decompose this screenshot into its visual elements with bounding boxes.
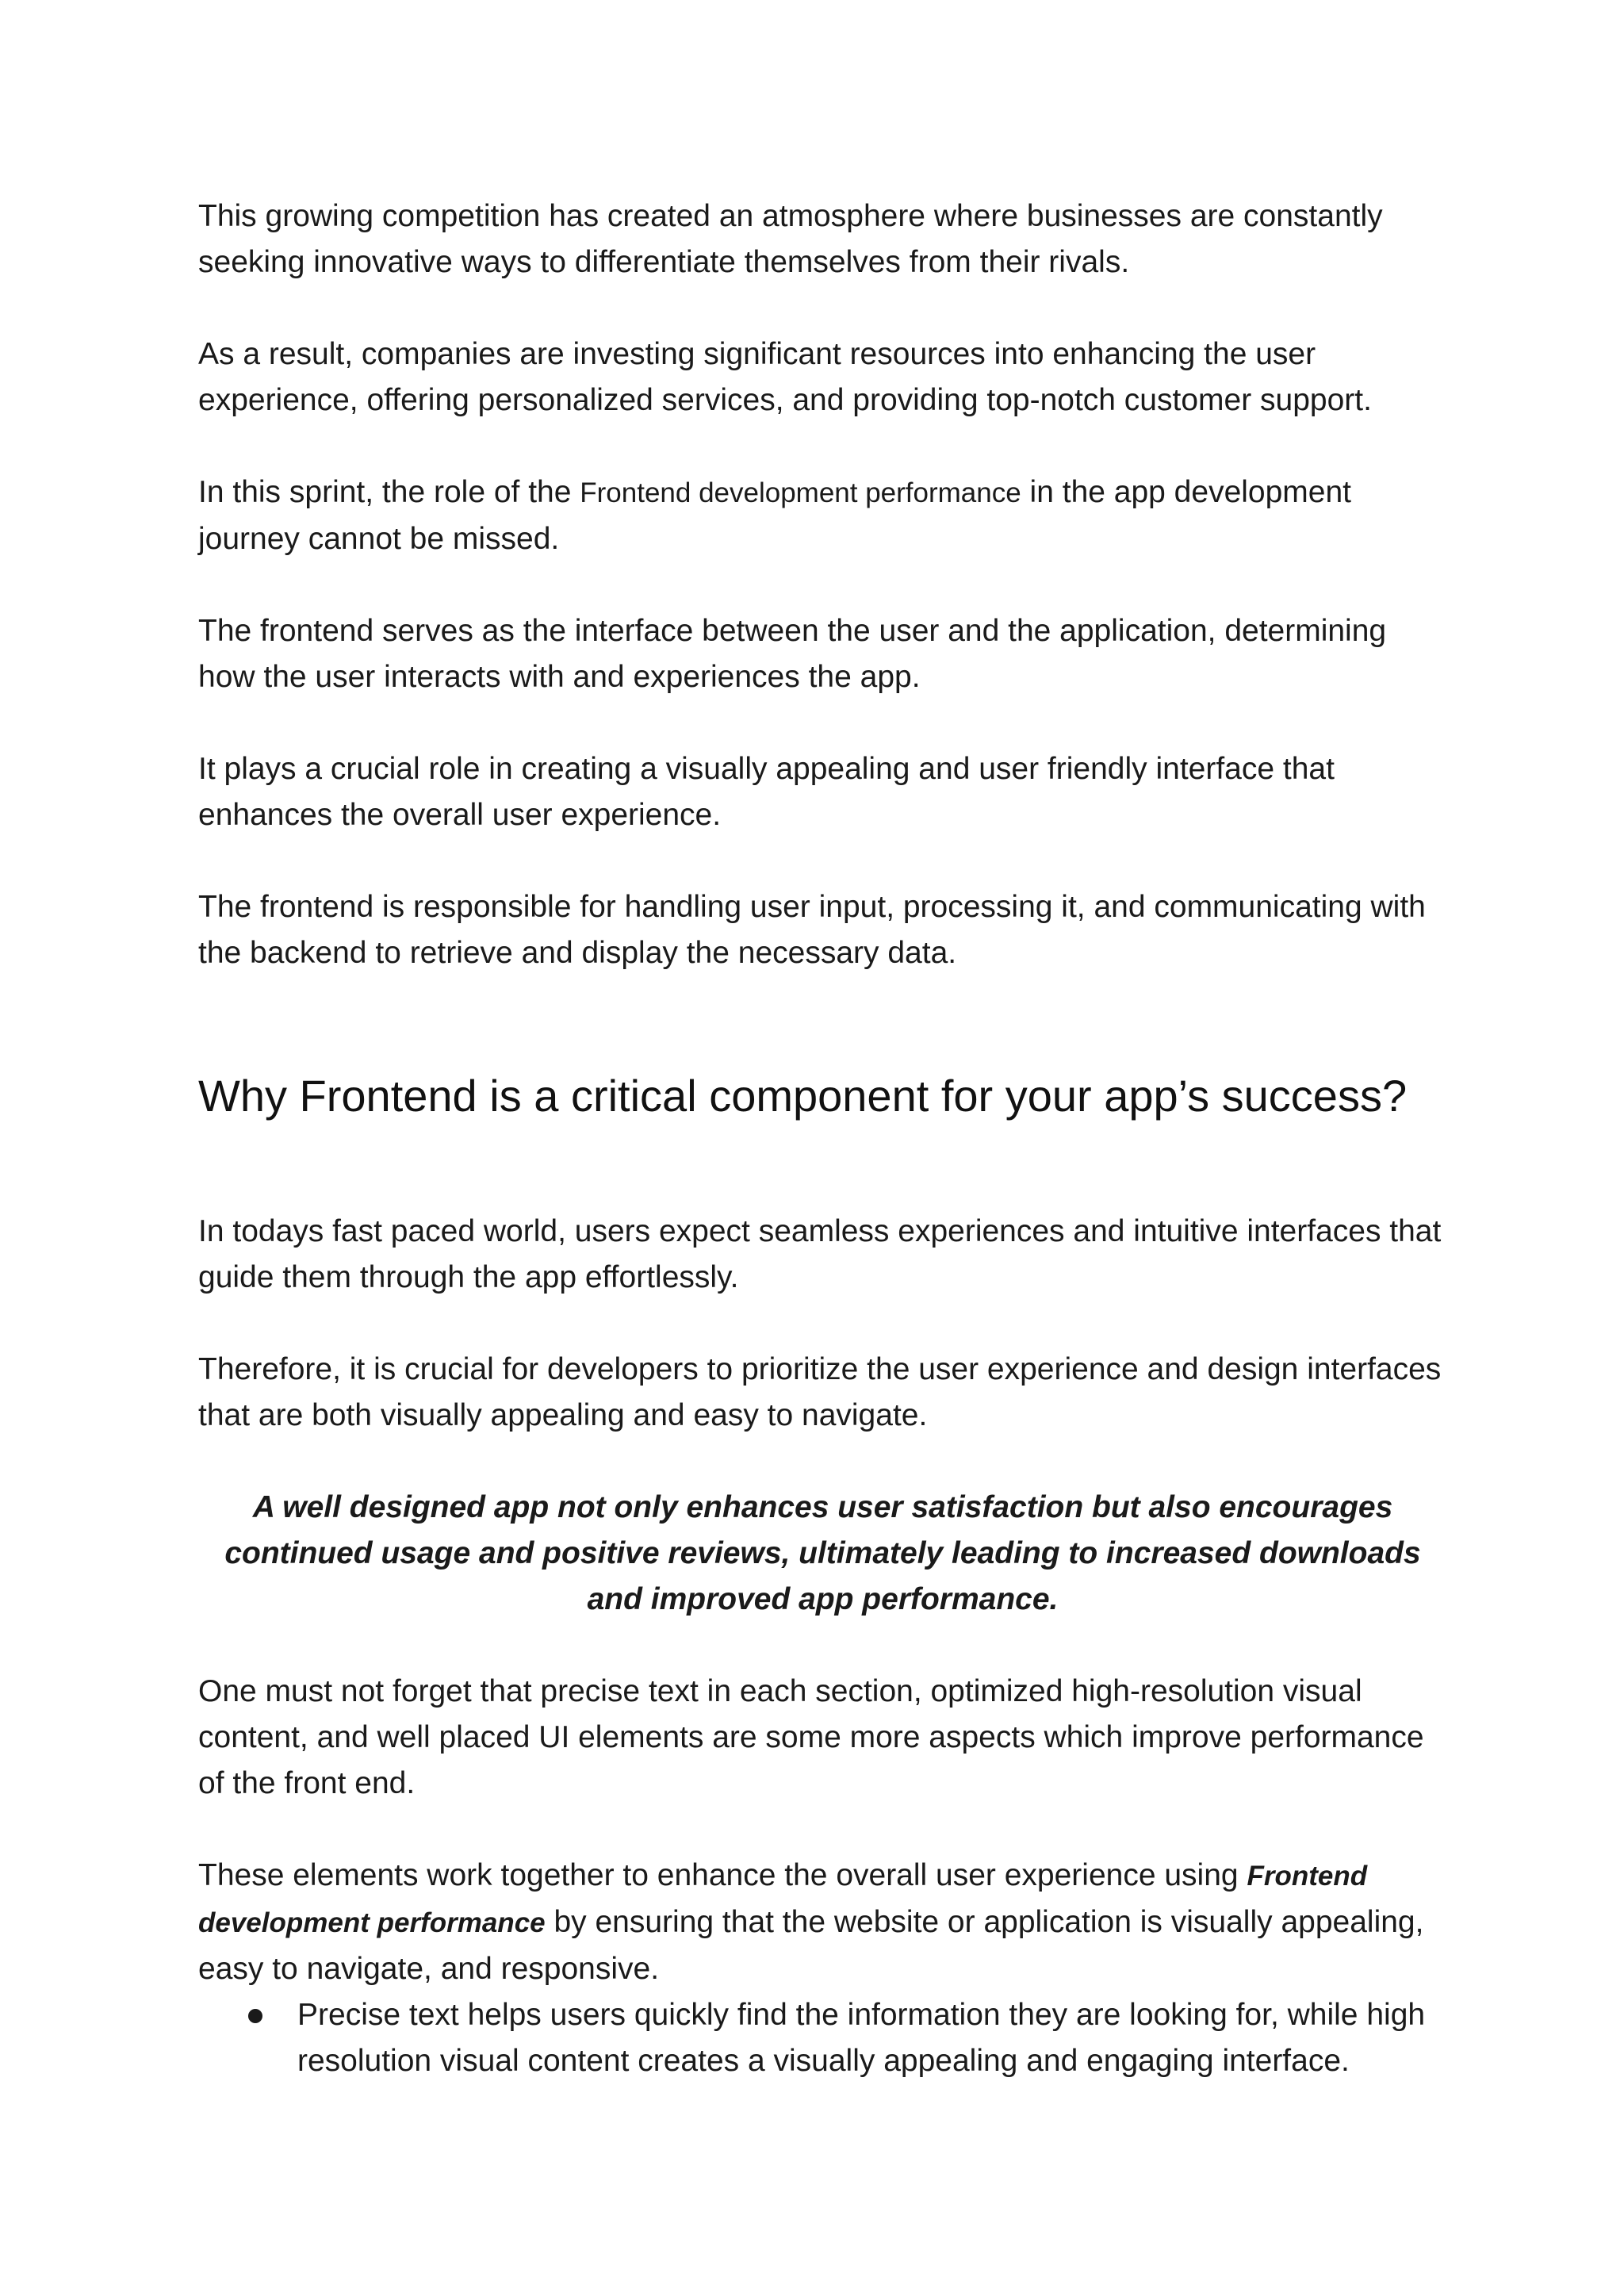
paragraph-responsibility: The frontend is responsible for handling user input, processing it, and communicating with the backend to retrieve and display the necessary data. bbox=[198, 890, 1426, 970]
paragraph-fast-paced: In todays fast paced world, users expect seamless experiences and intuitive interfaces that guide them through the app effortlessly. bbox=[198, 1214, 1442, 1294]
document-body bbox=[198, 194, 1447, 2084]
paragraph-elements-start: These elements work together to enhance the overall user experience using bbox=[198, 1858, 1247, 1892]
paragraph-visual-appeal: It plays a crucial role in creating a visually appealing and user friendly interface that enhances the overall user experience. bbox=[198, 752, 1335, 832]
paragraph-sprint-end: in the app development journey cannot be missed. bbox=[198, 475, 1352, 556]
highlight-frontend-performance: Frontend development performance bbox=[580, 477, 1021, 508]
list-item bbox=[198, 1992, 1447, 2084]
highlighted-quote: A well designed app not only enhances user satisfaction but also encourages continued usage and positive reviews, ultimately leading to increased downloads and improved app performance. bbox=[224, 1490, 1421, 1616]
bullet-icon bbox=[248, 2009, 262, 2023]
section-heading: Why Frontend is a critical component for your app’s success? bbox=[198, 1071, 1408, 1121]
list-item-text: Precise text helps users quickly find the information they are looking for, while high resolution visual content creates a visually appealing and engaging interface. bbox=[297, 1998, 1426, 2078]
bullet-list bbox=[198, 1992, 1447, 2084]
paragraph-interface: The frontend serves as the interface between the user and the application, determining how the user interacts with and experiences the app. bbox=[198, 614, 1387, 694]
paragraph-elements-end: by ensuring that the website or application is visually appealing, easy to navigate, and responsive. bbox=[198, 1905, 1424, 1986]
paragraph-sprint bbox=[198, 470, 1447, 562]
paragraph-precise-text: One must not forget that precise text in each section, optimized high-resolution visual content, and well placed UI elements are some more aspects which improve performance of the front end. bbox=[198, 1674, 1424, 1800]
paragraph-competition: This growing competition has created an atmosphere where businesses are constantly seeking innovative ways to differentiate themselves from their rivals. bbox=[198, 199, 1383, 279]
paragraph-prioritize: Therefore, it is crucial for developers to prioritize the user experience and design interfaces that are both visually appealing and easy to navigate. bbox=[198, 1352, 1442, 1432]
paragraph-investment: As a result, companies are investing significant resources into enhancing the user experience, offering personalized services, and providing top-notch customer support. bbox=[198, 337, 1372, 417]
paragraph-sprint-start: In this sprint, the role of the bbox=[198, 475, 580, 509]
highlight-frontend-performance-bold: Frontend development performance bbox=[198, 1861, 1368, 1938]
paragraph-elements bbox=[198, 1853, 1447, 1992]
